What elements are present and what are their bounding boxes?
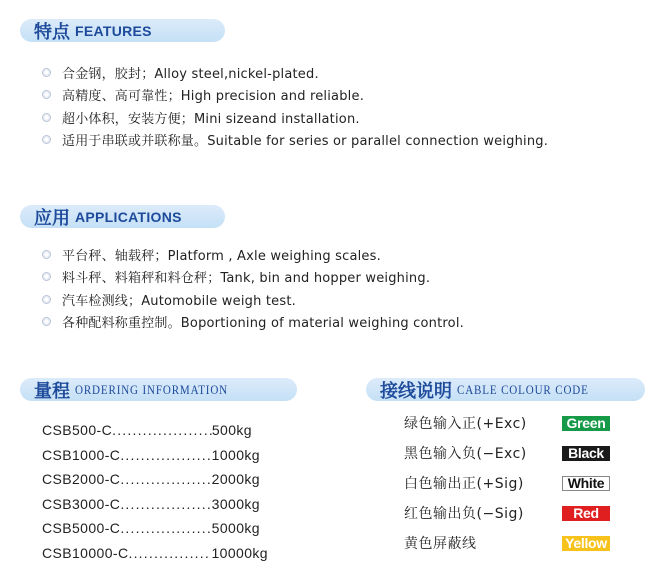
leader-dots [120, 520, 211, 536]
ordering-list [42, 418, 268, 565]
ordering-row [42, 516, 260, 541]
ordering-header [20, 378, 297, 401]
circle-bullet-icon [42, 250, 51, 259]
circle-bullet-icon [42, 317, 51, 326]
capacity: 10000kg [211, 544, 268, 561]
list-item [42, 129, 548, 152]
leader-dots [120, 496, 211, 512]
cable-header [366, 378, 645, 401]
capacity: 1000kg [211, 446, 260, 463]
list-item [42, 288, 464, 311]
leader-dots [120, 471, 211, 487]
applications-title-en: APPLICATIONS [75, 208, 182, 225]
leader-dots [112, 422, 212, 438]
wire-label: 黄色屏蔽线 [404, 536, 477, 552]
cable-title-en: CABLE COLOUR CODE [457, 381, 589, 397]
ordering-row [42, 541, 268, 566]
list-item [42, 311, 464, 334]
ordering-title-en: ORDERING INFORMATION [75, 381, 228, 397]
item-text: 平台秤、轴载秤；Platform , Axle weighing scales. [62, 248, 381, 264]
list-item [42, 243, 464, 266]
applications-header [20, 205, 225, 228]
wire-label: 绿色输入正(+Exc) [404, 416, 527, 432]
wire-label: 红色输出负(−Sig) [404, 506, 524, 522]
features-header [20, 19, 225, 42]
item-text: 汽车检测线；Automobile weigh test. [62, 293, 296, 309]
model: CSB3000-C [42, 495, 121, 512]
colour-badge: Green [562, 416, 610, 431]
capacity: 5000kg [211, 520, 260, 537]
item-text: 料斗秤、料箱秤和料仓秤；Tank, bin and hopper weighing. [62, 271, 431, 287]
list-item [42, 266, 464, 289]
ordering-row [42, 443, 260, 468]
cable-list [404, 408, 610, 558]
item-text: 合金钢，胶封；Alloy steel,nickel-plated. [62, 66, 319, 82]
colour-badge: Black [562, 446, 610, 461]
cable-row [404, 438, 610, 468]
list-item [42, 106, 548, 129]
circle-bullet-icon [42, 135, 51, 144]
cable-row [404, 408, 610, 438]
item-text: 高精度、高可靠性；High precision and reliable. [62, 89, 365, 105]
cable-row [404, 498, 610, 528]
model: CSB5000-C [42, 520, 121, 537]
item-text: 各种配料称重控制。Boportioning of material weighing control. [62, 316, 464, 332]
model: CSB500-C [42, 422, 113, 439]
applications-title-cn: 应用 [34, 207, 70, 229]
item-text: 超小体积，安装方便；Mini sizeand installation. [62, 111, 360, 127]
colour-badge: Yellow [562, 536, 610, 551]
leader-dots [120, 447, 211, 463]
features-list [42, 61, 548, 151]
wire-label: 黑色输入负(−Exc) [404, 446, 527, 462]
cable-row [404, 528, 610, 558]
wire-label: 白色输出正(+Sig) [404, 476, 524, 492]
capacity: 2000kg [211, 471, 260, 488]
ordering-row [42, 492, 260, 517]
leader-dots [129, 545, 212, 561]
colour-badge: White [562, 476, 610, 491]
cable-row [404, 468, 610, 498]
colour-badge: Red [562, 506, 610, 521]
circle-bullet-icon [42, 68, 51, 77]
capacity: 3000kg [211, 495, 260, 512]
list-item [42, 61, 548, 84]
cable-title-cn: 接线说明 [380, 380, 452, 402]
ordering-row [42, 418, 252, 443]
applications-list [42, 243, 464, 333]
circle-bullet-icon [42, 90, 51, 99]
model: CSB10000-C [42, 544, 129, 561]
list-item [42, 84, 548, 107]
item-text: 适用于串联或并联称量。Suitable for series or parallel connection weighing. [62, 134, 549, 150]
features-title-cn: 特点 [34, 21, 70, 43]
model: CSB1000-C [42, 446, 121, 463]
ordering-row [42, 467, 260, 492]
ordering-title-cn: 量程 [34, 380, 70, 402]
circle-bullet-icon [42, 272, 51, 281]
circle-bullet-icon [42, 113, 51, 122]
features-title-en: FEATURES [75, 22, 152, 39]
circle-bullet-icon [42, 295, 51, 304]
capacity: 500kg [211, 422, 252, 439]
model: CSB2000-C [42, 471, 121, 488]
